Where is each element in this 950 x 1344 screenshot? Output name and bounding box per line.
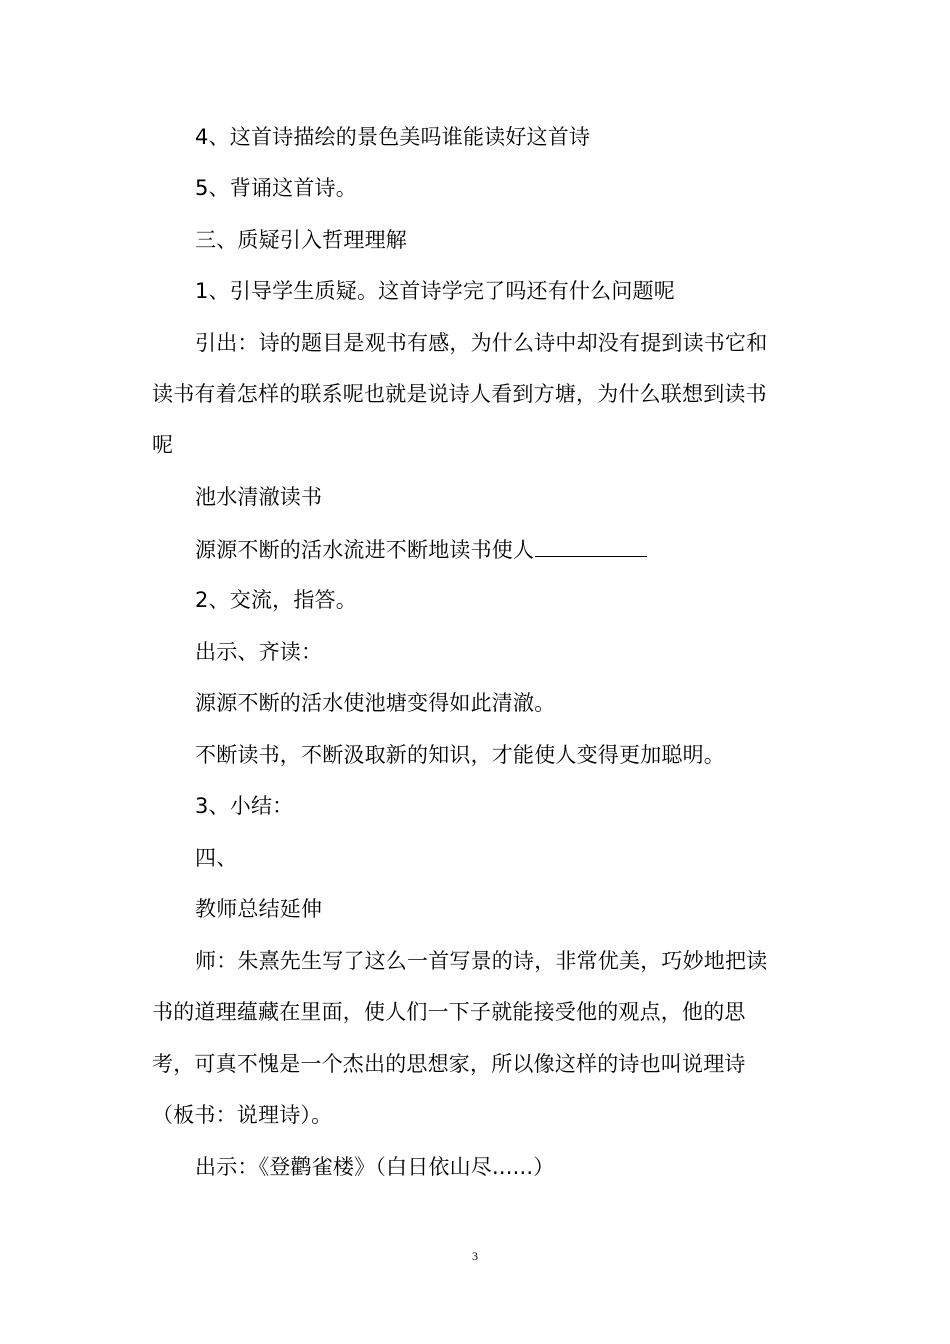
text-line-show-poem: 出示：《登鹳雀楼》（白日依山尽......） [195, 1155, 555, 1179]
paragraph-line: 考，可真不愧是一个杰出的思想家，所以像这样的诗也叫说理诗 [152, 1052, 746, 1076]
text-line-teacher-summary: 教师总结延伸 [195, 897, 323, 921]
paragraph-line: （板书：说理诗）。 [152, 1103, 333, 1127]
section-heading-3: 三、质疑引入哲理理解 [195, 228, 407, 252]
text-line-clear-pond: 源源不断的活水使池塘变得如此清澈。 [195, 691, 556, 715]
text-line-summary: 3、小结： [195, 794, 294, 818]
text-line-question-4: 4、这首诗描绘的景色美吗谁能读好这首诗 [195, 125, 591, 149]
text-line-exchange: 2、交流，指答。 [195, 588, 357, 612]
paragraph-line: 师：朱熹先生写了这么一首写景的诗，非常优美，巧妙地把读 [195, 949, 768, 973]
fill-blank-line [535, 534, 647, 557]
text-line-fill-blank [195, 534, 855, 564]
paragraph-line: 呢 [152, 433, 174, 457]
page-number: 3 [472, 1249, 478, 1263]
text-line-guide-question: 1、引导学生质疑。这首诗学完了吗还有什么问题呢 [195, 279, 675, 303]
section-heading-4: 四、 [195, 846, 238, 870]
fill-blank-text: 源源不断的活水流进不断地读书使人 [195, 538, 535, 562]
paragraph-line: 引出：诗的题目是观书有感，为什么诗中却没有提到读书它和 [195, 331, 768, 355]
text-line-analogy: 池水清澈读书 [195, 485, 323, 509]
text-line-show-read: 出示、齐读： [195, 640, 323, 664]
paragraph-line: 书的道理蕴藏在里面，使人们一下子就能接受他的观点，他的思 [152, 1000, 746, 1024]
paragraph-line: 读书有着怎样的联系呢也就是说诗人看到方塘，为什么联想到读书 [152, 382, 767, 406]
text-line-keep-reading: 不断读书，不断汲取新的知识，才能使人变得更加聪明。 [195, 743, 725, 767]
text-line-recite: 5、背诵这首诗。 [195, 176, 357, 200]
